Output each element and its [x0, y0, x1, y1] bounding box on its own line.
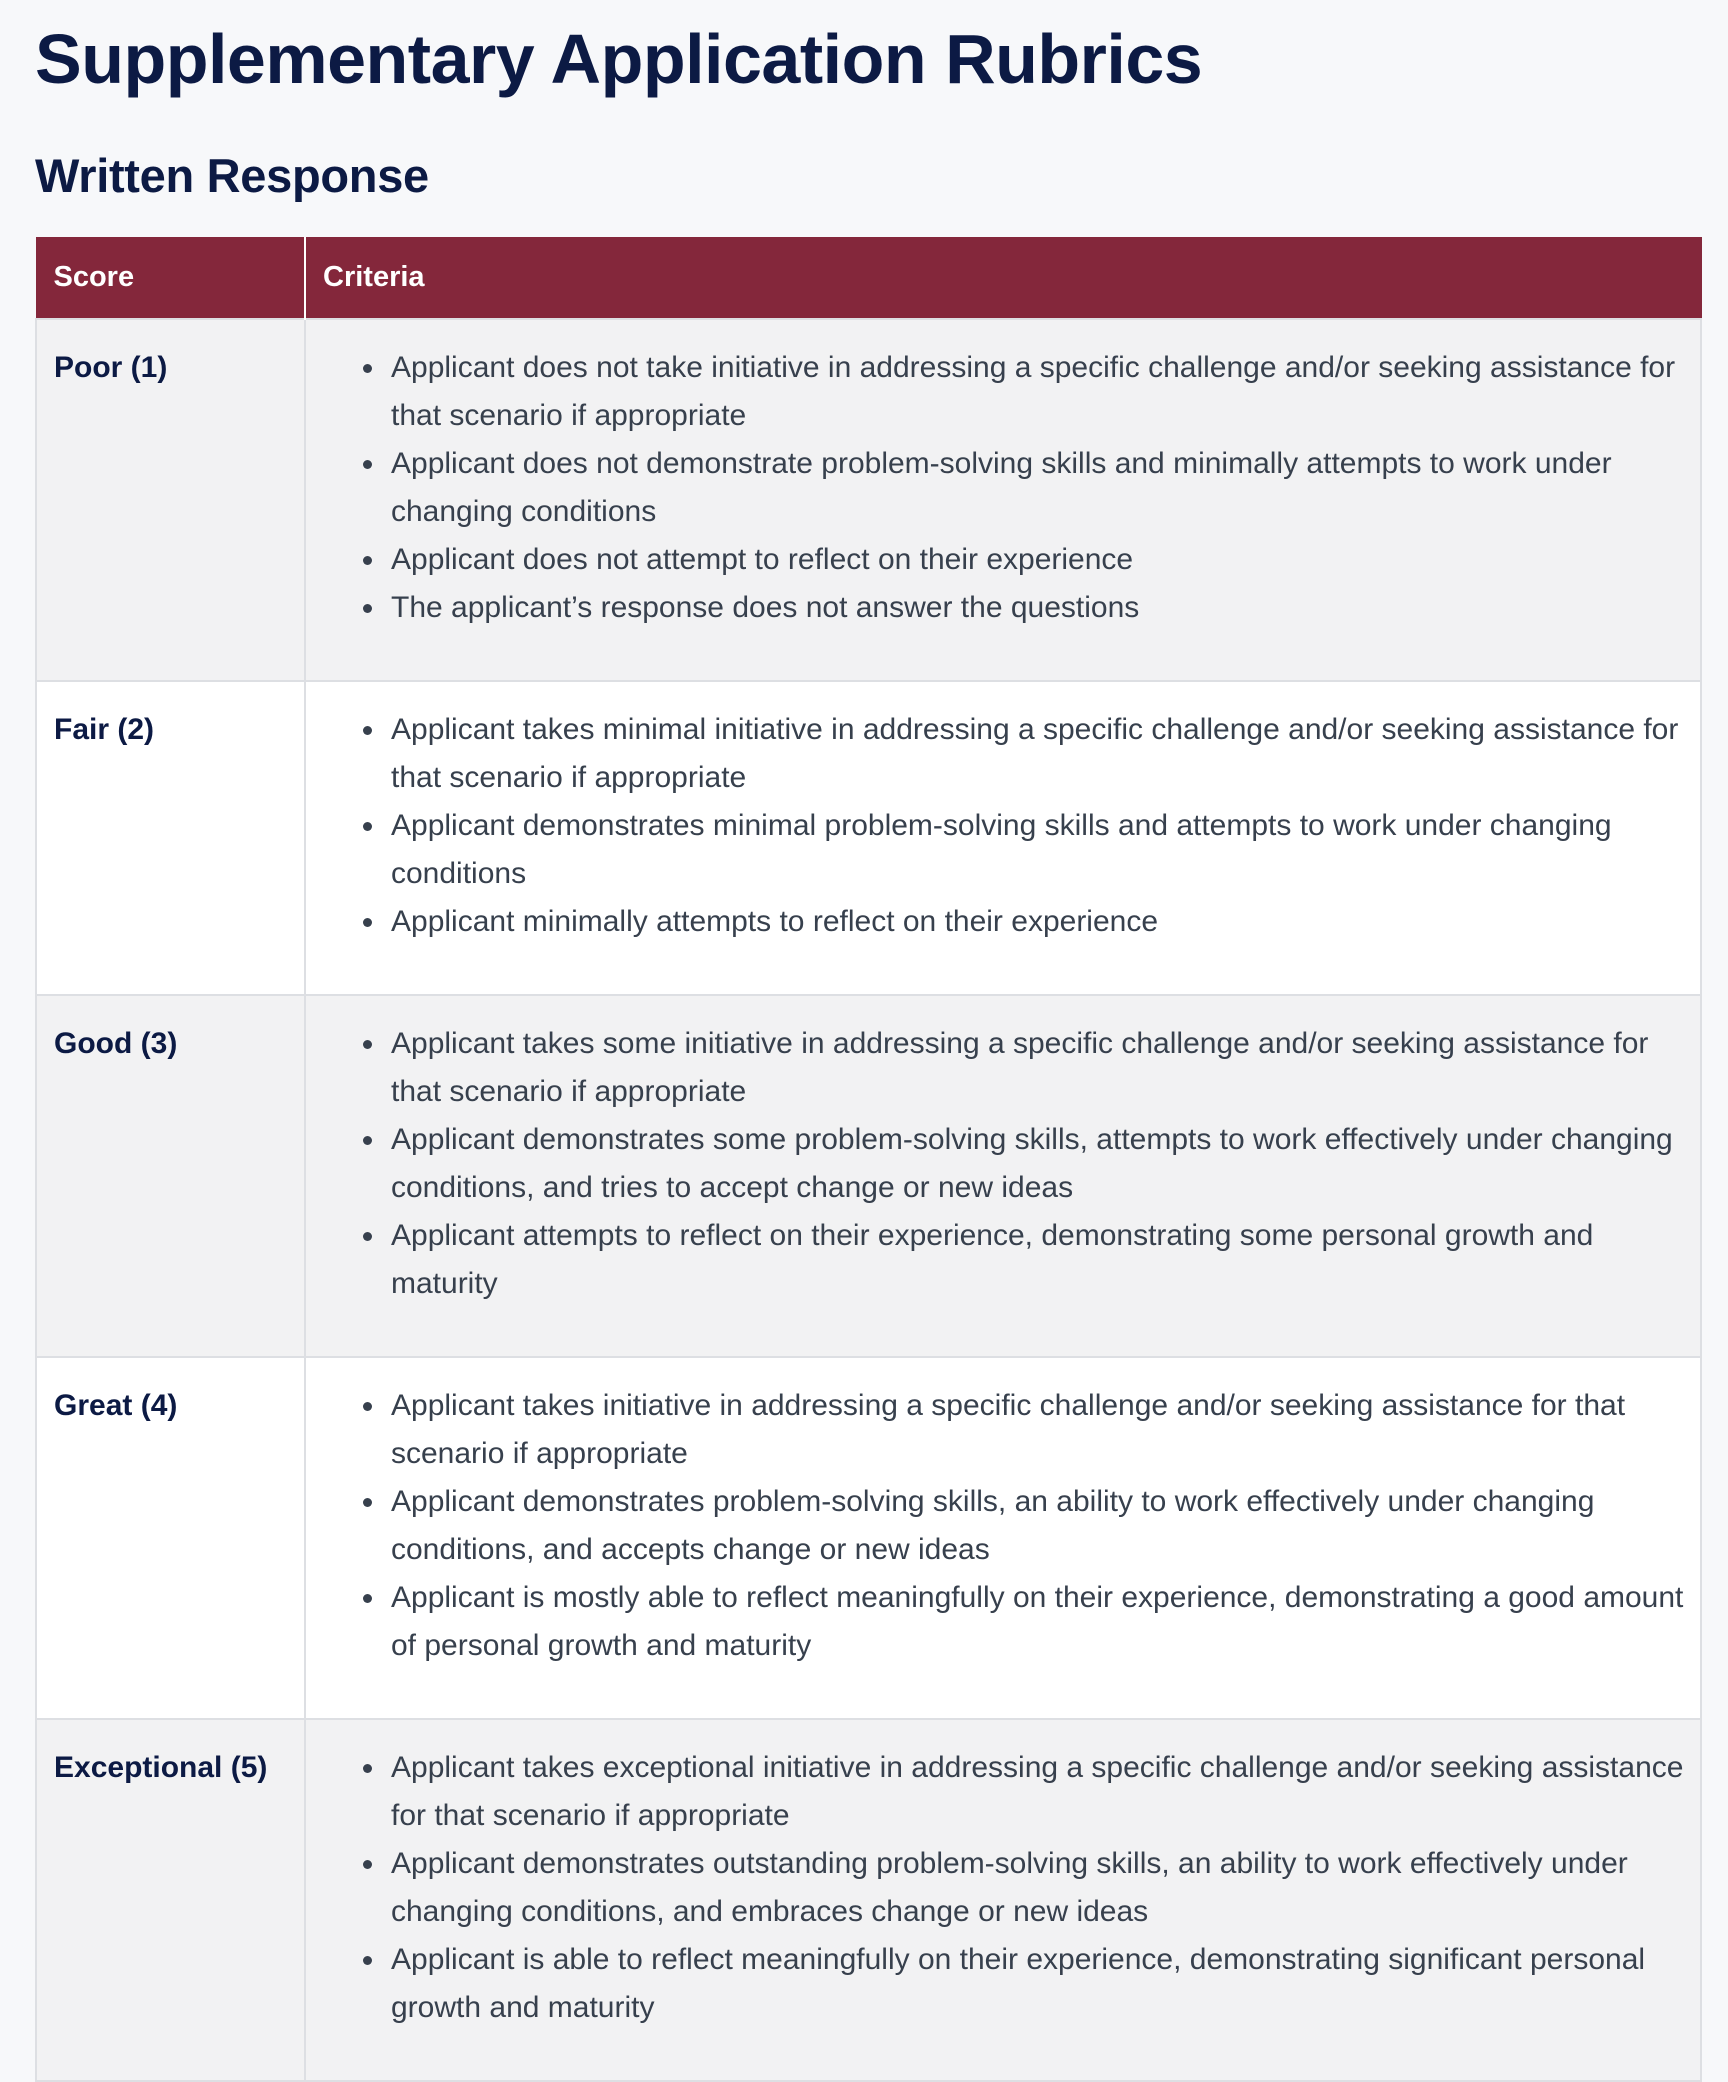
column-header-score: Score: [36, 238, 305, 319]
score-cell: Fair (2): [36, 681, 305, 995]
table-row: [36, 995, 1701, 1357]
table-row: [36, 319, 1701, 681]
criteria-item: Applicant takes exceptional initiative in addressing a specific challenge and/or seeking assistance for that scenario if appropriate: [391, 1744, 1684, 1840]
criteria-item: Applicant is able to reflect meaningfully on their experience, demonstrating significant personal growth and maturity: [391, 1936, 1684, 2032]
criteria-cell: [305, 995, 1701, 1357]
score-cell: Poor (1): [36, 319, 305, 681]
criteria-cell: [305, 319, 1701, 681]
criteria-cell: [305, 681, 1701, 995]
criteria-item: Applicant takes some initiative in addressing a specific challenge and/or seeking assistance for that scenario if appropriate: [391, 1020, 1684, 1116]
table-header: [36, 238, 1701, 319]
criteria-item: Applicant does not demonstrate problem-solving skills and minimally attempts to work under changing conditions: [391, 440, 1684, 536]
rubric-table: [35, 237, 1702, 2082]
criteria-item: Applicant does not attempt to reflect on their experience: [391, 536, 1684, 584]
column-header-criteria: Criteria: [305, 238, 1701, 319]
criteria-list: [324, 1744, 1684, 2032]
section-title: Written Response: [35, 149, 429, 202]
criteria-list: [324, 706, 1684, 946]
criteria-item: Applicant is mostly able to reflect meaningfully on their experience, demonstrating a good amount of personal growth and maturity: [391, 1574, 1684, 1670]
criteria-list: [324, 344, 1684, 632]
criteria-item: Applicant takes minimal initiative in addressing a specific challenge and/or seeking assistance for that scenario if appropriate: [391, 706, 1684, 802]
table-row: [36, 1357, 1701, 1719]
table-row: [36, 1719, 1701, 2081]
criteria-list: [324, 1382, 1684, 1670]
criteria-item: Applicant attempts to reflect on their experience, demonstrating some personal growth and maturity: [391, 1212, 1684, 1308]
criteria-list: [324, 1020, 1684, 1308]
table-body: [36, 319, 1701, 2081]
header-row: [36, 238, 1701, 319]
table-row: [36, 681, 1701, 995]
score-cell: Great (4): [36, 1357, 305, 1719]
criteria-item: Applicant minimally attempts to reflect on their experience: [391, 898, 1684, 946]
criteria-item: Applicant does not take initiative in addressing a specific challenge and/or seeking assistance for that scenario if appropriate: [391, 344, 1684, 440]
criteria-item: The applicant’s response does not answer the questions: [391, 584, 1684, 632]
criteria-item: Applicant demonstrates minimal problem-solving skills and attempts to work under changing conditions: [391, 802, 1684, 898]
criteria-cell: [305, 1719, 1701, 2081]
criteria-item: Applicant demonstrates some problem-solving skills, attempts to work effectively under changing conditions, and tries to accept change or new ideas: [391, 1116, 1684, 1212]
page-title: Supplementary Application Rubrics: [35, 20, 1203, 98]
criteria-cell: [305, 1357, 1701, 1719]
score-cell: Good (3): [36, 995, 305, 1357]
criteria-item: Applicant demonstrates outstanding problem-solving skills, an ability to work effectively under changing conditions, and embraces change or new ideas: [391, 1840, 1684, 1936]
criteria-item: Applicant takes initiative in addressing a specific challenge and/or seeking assistance for that scenario if appropriate: [391, 1382, 1684, 1478]
criteria-item: Applicant demonstrates problem-solving skills, an ability to work effectively under changing conditions, and accepts change or new ideas: [391, 1478, 1684, 1574]
score-cell: Exceptional (5): [36, 1719, 305, 2081]
